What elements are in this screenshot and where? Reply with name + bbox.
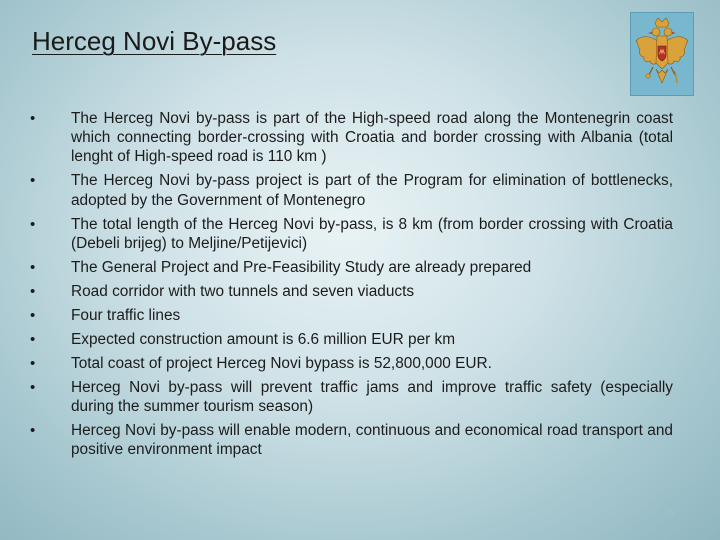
bullet-item: • Herceg Novi by-pass will prevent traffic jams and improve traffic safety (especially during the summer tourism season) [30, 378, 673, 416]
page-number: 5 [668, 508, 674, 519]
bullet-item: • The Herceg Novi by-pass project is part of the Program for elimination of bottlenecks, adopted by the Government of Montenegro [30, 171, 673, 209]
bullet-item: • Road corridor with two tunnels and seven viaducts [30, 282, 673, 301]
bullet-item: • Herceg Novi by-pass will enable modern, continuous and economical road transport and positive environment impact [30, 421, 673, 459]
bullet-item: • The total length of the Herceg Novi by-pass, is 8 km (from border crossing with Croatia (Debeli brijeg) to Meljine/Petijevici) [30, 215, 673, 253]
montenegro-coat-of-arms-icon [630, 12, 694, 96]
bullet-item: • The Herceg Novi by-pass is part of the High-speed road along the Montenegrin coast which connecting border-crossing with Croatia and border crossing with Albania (total lenght of High-speed road is 110 km ) [30, 109, 673, 167]
bullet-item: • Four traffic lines [30, 306, 673, 325]
bullet-item: • Expected construction amount is 6.6 million EUR per km [30, 330, 673, 349]
bullet-item: • The General Project and Pre-Feasibility Study are already prepared [30, 258, 673, 277]
slide-title: Herceg Novi By-pass [32, 26, 277, 56]
bullet-item: • Total coast of project Herceg Novi bypass is 52,800,000 EUR. [30, 354, 673, 373]
bullet-list [30, 109, 673, 464]
